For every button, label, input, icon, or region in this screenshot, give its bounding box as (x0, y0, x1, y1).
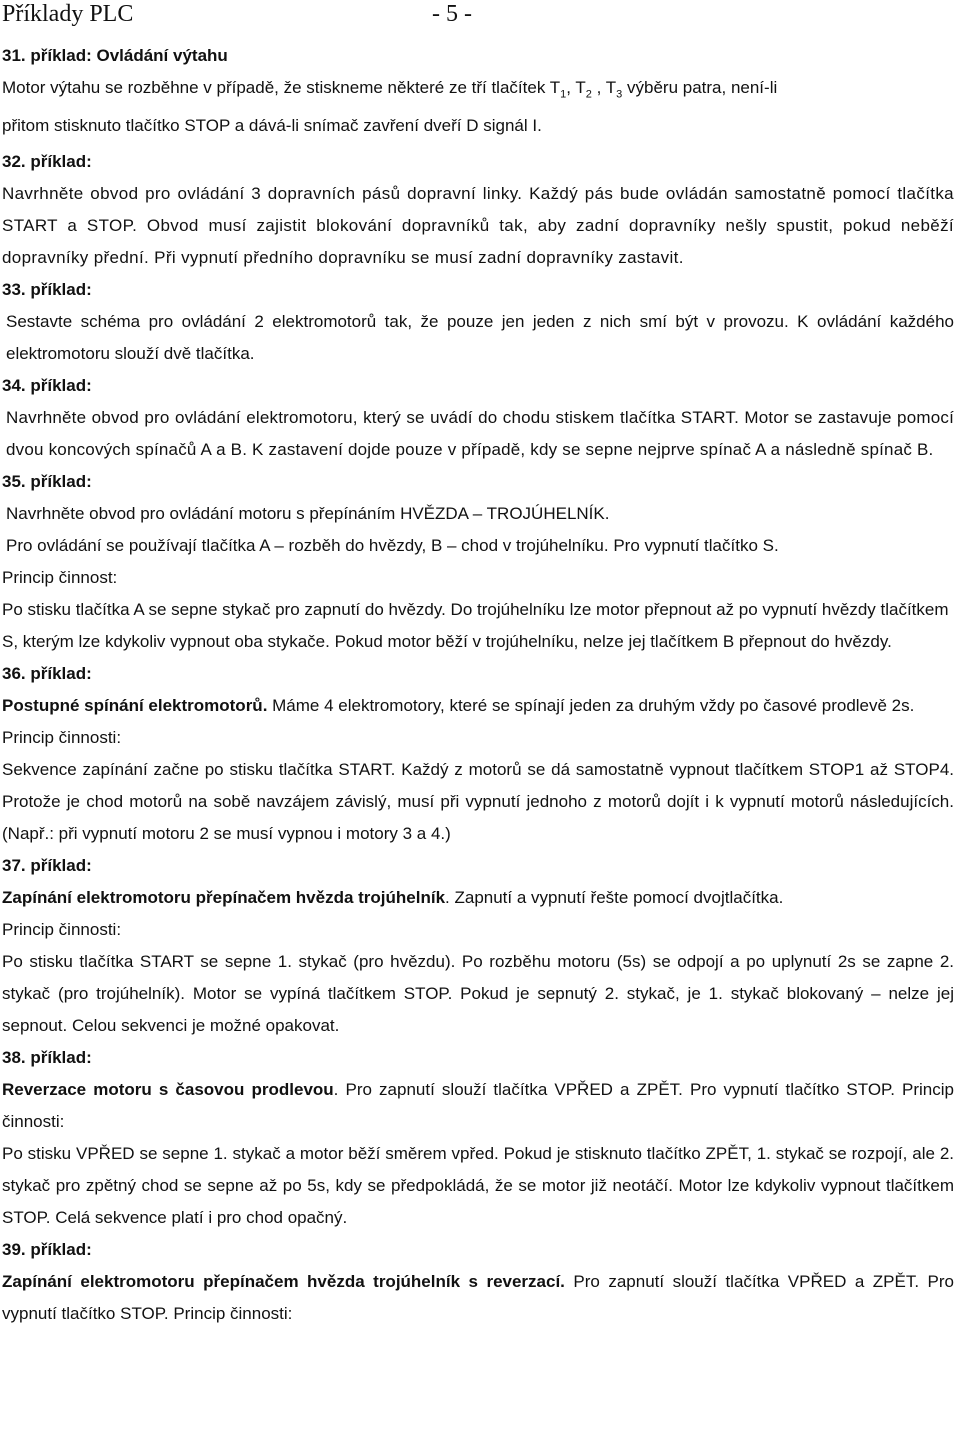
principle-text: Po stisku tlačítka A se sepne stykač pro zapnutí do hvězdy. Do trojúhelníku lze motor přepnout až po vypnutí hvězdy tlačítkem S, kterým lze kdykoliv vypnout oba stykače. Pokud motor běží v trojúhelníku, nelze jej tlačítkem B přepnout do hvězdy. (2, 600, 949, 652)
page-number: - 5 - (432, 1, 472, 27)
example-heading: 37. příklad: (2, 856, 92, 876)
example-bold-title: Zapínání elektromotoru přepínačem hvězda trojúhelník s reverzací. (2, 1272, 565, 1292)
principle-label: Princip činnost: (2, 568, 118, 588)
document-title: Příklady PLC (2, 1, 134, 27)
example-heading: 39. příklad: (2, 1240, 92, 1260)
example-heading: 35. příklad: (2, 472, 92, 492)
example-heading: 36. příklad: (2, 664, 92, 684)
example-bold-title: Zapínání elektromotoru přepínačem hvězda trojúhelník (2, 888, 446, 908)
example-bold-title: Reverzace motoru s časovou prodlevou (2, 1080, 334, 1100)
example-text: Po stisku VPŘED se sepne 1. stykač a motor běží směrem vpřed. Pokud je stisknuto tlačítko ZPĚT, 1. stykač se rozpojí, ale 2. stykač pro zpětný chod se sepne až po 5s, kdy se předpokládá, že se motor již neotáčí. Motor lze kdykoliv vypnout tlačítkem STOP. Celá sekvence platí i pro chod opačný. (2, 1144, 954, 1228)
example-text-line: Pro ovládání se používají tlačítka A – rozběh do hvězdy, B – chod v trojúhelníku. Pro vypnutí tlačítko S. (6, 536, 779, 556)
example-text: Po stisku tlačítka START se sepne 1. stykač (pro hvězdu). Po rozběhu motoru (5s) se odpojí a po uplynutí 2s se zapne 2. stykač (pro trojúhelník). Motor se vypíná tlačítkem STOP. Pokud je sepnutý 2. stykač, je 1. stykač blokovaný – nelze jej sepnout. Celou sekvenci je možné opakovat. (2, 952, 954, 1036)
text-fragment: výběru patra, není-li (622, 78, 778, 97)
example-31 (2, 40, 954, 142)
text-fragment: , T (591, 78, 617, 97)
example-heading: 31. příklad: Ovládání výtahu (2, 46, 228, 65)
example-intro (2, 1074, 954, 1138)
subscript: 3 (616, 88, 623, 101)
example-intro (2, 690, 954, 754)
example-heading: 38. příklad: (2, 1048, 92, 1068)
example-35 (2, 466, 954, 658)
example-38 (2, 1042, 954, 1234)
example-text-line: Navrhněte obvod pro ovládání motoru s přepínáním HVĚZDA – TROJÚHELNÍK. (6, 504, 610, 524)
example-intro (2, 882, 954, 914)
example-text-line: přitom stisknuto tlačítko STOP a dává-li snímač zavření dveří D signál I. (2, 116, 542, 136)
text-fragment: Pro zapnutí slouží tlačítka VPŘED a ZPĚT. Pro vypnutí tlačítko STOP. Princip činnosti: (2, 1272, 954, 1324)
example-32 (2, 146, 954, 274)
example-text: Navrhněte obvod pro ovládání 3 dopravních pásů dopravní linky. Každý pás bude ovládán samostatně pomocí tlačítka START a STOP. Obvod musí zajistit blokování dopravníků tak, aby zadní dopravníky nešly spustit, pokud neběží dopravníky přední. Při vypnutí předního dopravníku se musí zadní dopravníky zastavit. (2, 184, 954, 268)
example-bold-title: Postupné spínání elektromotorů. (2, 696, 268, 716)
example-34 (2, 370, 954, 466)
text-fragment: Motor výtahu se rozběhne v případě, že stiskneme některé ze tří tlačítek T (2, 78, 561, 97)
example-37 (2, 850, 954, 1042)
document-body (2, 40, 954, 1330)
page-header (0, 0, 960, 30)
text-fragment: . Pro zapnutí slouží tlačítka VPŘED a ZPĚT. Pro vypnutí tlačítko STOP. Princip činnosti: (2, 1080, 954, 1132)
example-36 (2, 658, 954, 850)
text-fragment: . Zapnutí a vypnutí řešte pomocí dvojtlačítka. (445, 888, 784, 908)
example-text: Sestavte schéma pro ovládání 2 elektromotorů tak, že pouze jen jeden z nich smí být v provozu. K ovládání každého elektromotoru slouží dvě tlačítka. (6, 312, 954, 364)
example-text: Sekvence zapínání začne po stisku tlačítka START. Každý z motorů se dá samostatně vypnout tlačítkem STOP1 až STOP4. Protože je chod motorů na sobě navzájem závislý, musí při vypnutí jednoho z motorů dojít i k vypnutí motorů následujících. (Např.: při vypnutí motoru 2 se musí vypnou i motory 3 a 4.) (2, 760, 954, 844)
example-heading: 33. příklad: (2, 280, 92, 300)
subscript: 2 (585, 88, 592, 101)
example-intro (2, 1266, 954, 1330)
example-heading: 34. příklad: (2, 376, 92, 396)
example-text: Navrhněte obvod pro ovládání elektromotoru, který se uvádí do chodu stiskem tlačítka START. Motor se zastavuje pomocí dvou koncových spínačů A a B. K zastavení dojde pouze v případě, kdy se sepne nejprve spínač A a následně spínač B. (6, 408, 954, 460)
subscript: 1 (560, 88, 567, 101)
example-33 (2, 274, 954, 370)
text-fragment: Máme 4 elektromotory, které se spínají jeden za druhým vždy po časové prodlevě 2s. Princip činnosti: (2, 696, 915, 748)
example-heading: 32. příklad: (2, 152, 92, 172)
example-text-line (2, 72, 954, 110)
text-fragment: , T (566, 78, 586, 97)
example-39 (2, 1234, 954, 1330)
principle-label: Princip činnosti: (2, 920, 122, 940)
